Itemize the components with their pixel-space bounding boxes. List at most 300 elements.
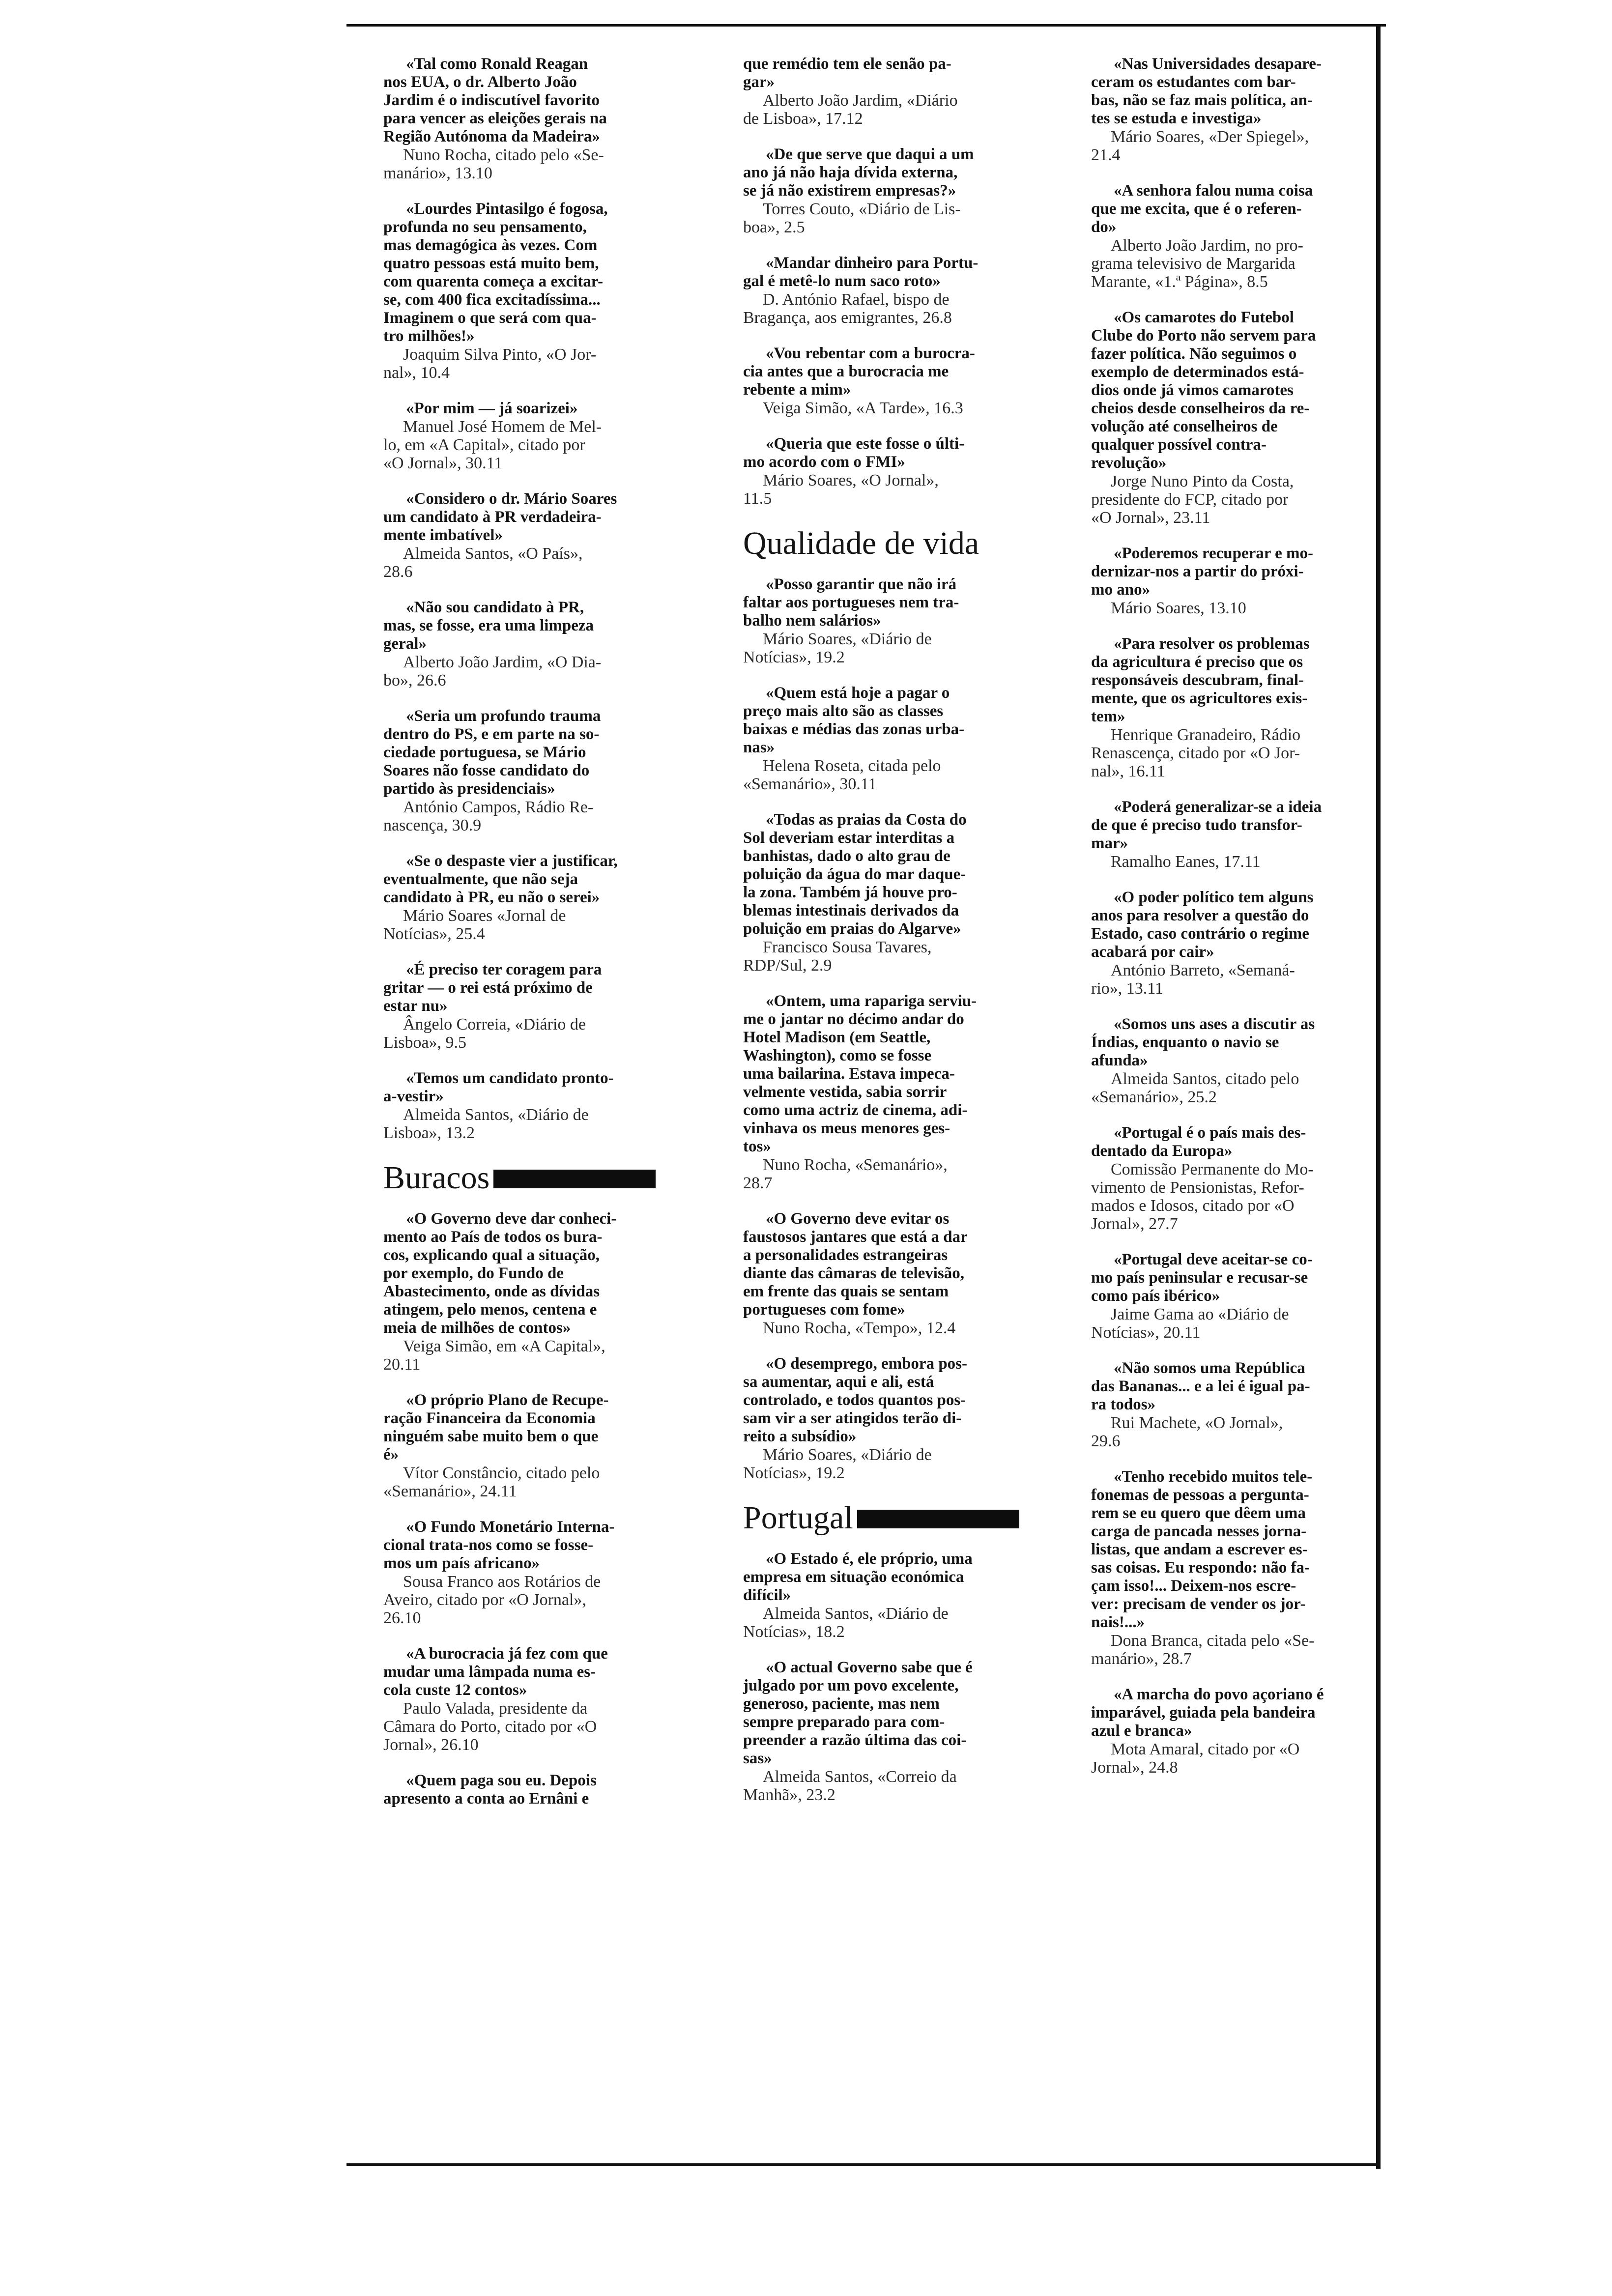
attribution-line: nascença, 30.9 [383,816,482,834]
quote-line: fonemas de pessoas a pergunta- [1091,1486,1309,1504]
quote-line: dernizar-nos a partir do próxi- [1091,563,1304,580]
attribution-line: Mário Soares, «O Jornal», [763,471,939,489]
quote-attribution [1091,1414,1391,1450]
attribution-line: Alberto João Jardim, no pro- [1111,236,1303,255]
quote-line: mudar uma lâmpada numa es- [383,1663,596,1681]
quote-text [1091,1686,1391,1740]
quote-entry [1091,545,1391,617]
quote-line: mo país peninsular e recusar-se [1091,1269,1308,1287]
quote-text [1091,1468,1391,1632]
quote-text [383,852,683,907]
quote-text [1091,889,1391,961]
attribution-line: Francisco Sousa Tavares, [763,938,932,956]
quote-line: «Vou rebentar com a burocra- [766,344,975,362]
quote-text [743,575,1048,630]
quote-entry [383,200,683,382]
quote-text [743,684,1048,757]
quote-attribution [1091,726,1391,780]
quote-line: das Bananas... e a lei é igual pa- [1091,1378,1310,1395]
quote-line: mar» [1091,834,1128,852]
quote-line: «O próprio Plano de Recupe- [406,1391,609,1409]
attribution-line: Lisboa», 13.2 [383,1124,475,1142]
quote-line: baixas e médias das zonas urba- [743,720,965,738]
quote-entry [1091,635,1391,780]
attribution-line: mados e Idosos, citado por «O [1091,1197,1295,1215]
quote-attribution [743,290,1048,327]
quote-line: «É preciso ter coragem para [406,961,602,978]
quote-line: nas» [743,739,775,756]
quote-line: atingem, pelo menos, centena e [383,1301,597,1319]
quote-line: geral» [383,635,427,653]
quote-line: gar» [743,73,775,91]
quote-line: mente, que os agricultores exis- [1091,689,1308,707]
attribution-line: Henrique Granadeiro, Rádio [1111,726,1301,744]
quote-line: como uma actriz de cinema, adi- [743,1101,968,1119]
attribution-line: Manhã», 23.2 [743,1786,835,1804]
quote-entry [383,1069,683,1142]
quote-line: tos» [743,1138,771,1155]
attribution-line: «Semanário», 30.11 [743,775,877,793]
quote-line: afunda» [1091,1052,1148,1069]
quote-line: «Considero o dr. Mário Soares [406,490,617,508]
quote-line: tes se estuda e investiga» [1091,110,1262,127]
quote-entry [383,400,683,472]
attribution-line: Almeida Santos, «Diário de [763,1605,949,1623]
quote-line: «Queria que este fosse o últi- [766,435,965,453]
quote-line: Jardim é o indiscutível favorito [383,91,600,109]
quote-line: ano já não haja dívida externa, [743,164,958,181]
quote-text [383,1391,683,1464]
column-1 [383,55,683,1826]
quote-text [1091,1015,1391,1070]
quote-line: uma bailarina. Estava impeca- [743,1065,955,1083]
attribution-line: grama televisivo de Margarida [1091,255,1295,273]
quote-line: «Quem está hoje a pagar o [766,684,950,702]
attribution-line: Almeida Santos, «O País», [403,545,583,563]
quote-line: generoso, paciente, mas nem [743,1695,940,1713]
attribution-line: Marante, «1.ª Página», 8.5 [1091,273,1268,291]
quote-line: velmente vestida, sabia sorrir [743,1083,947,1101]
quote-line: «Nas Universidades desapare- [1114,55,1322,73]
section-heading-bar [857,1510,1019,1528]
attribution-line: Jornal», 26.10 [383,1736,479,1754]
quote-entry [383,599,683,689]
quote-attribution [383,1464,683,1500]
quote-line: nais!...» [1091,1613,1145,1631]
quote-attribution [743,471,1048,508]
quote-line: dentro do PS, e em parte na so- [383,725,600,743]
attribution-line: Mário Soares, «Diário de [763,1446,932,1464]
quote-line: tro milhões!» [383,327,475,345]
attribution-line: António Barreto, «Semaná- [1111,961,1295,979]
quote-line: responsáveis descubram, final- [1091,671,1304,689]
quote-line: que remédio tem ele senão pa- [743,55,951,73]
quote-line: como país ibérico» [1091,1287,1220,1305]
quote-line: «Se o despaste vier a justificar, [406,852,618,870]
quote-entry [1091,55,1391,164]
quote-line: blemas intestinais derivados da [743,902,959,919]
quote-attribution [743,1446,1048,1482]
attribution-line: Nuno Rocha, «Tempo», 12.4 [763,1319,956,1337]
quote-line: Hotel Madison (em Seattle, [743,1029,931,1046]
quote-text [743,1550,1048,1605]
quote-attribution [1091,599,1391,617]
quote-text [1091,55,1391,128]
column-3 [1091,55,1391,1794]
quote-attribution [1091,961,1391,998]
quote-line: sa aumentar, aqui e ali, está [743,1373,934,1391]
quote-line: Washington), como se fosse [743,1047,932,1064]
quote-line: bas, não se faz mais política, an- [1091,91,1313,109]
quote-line: Imaginem o que será com qua- [383,309,597,327]
quote-line: do» [1091,218,1117,236]
quote-line: volução até conselheiros de [1091,418,1278,435]
quote-line: «Portugal é o país mais des- [1114,1124,1306,1142]
quote-text [1091,309,1391,472]
quote-entry [383,852,683,943]
quote-entry [1091,309,1391,527]
quote-line: cia antes que a burocracia me [743,363,949,380]
quote-line: exemplo de determinados está- [1091,363,1304,381]
quote-line: ceram os estudantes com bar- [1091,73,1296,91]
quote-text [1091,798,1391,853]
attribution-line: Mário Soares, «Der Spiegel», [1111,128,1309,146]
attribution-line: Joaquim Silva Pinto, «O Jor- [403,345,597,364]
quote-line: «Poderemos recuperar e mo- [1114,545,1313,562]
attribution-line: boa», 2.5 [743,218,805,236]
quote-text [383,1772,683,1808]
quote-line: profunda no seu pensamento, [383,218,587,236]
quote-text [1091,1251,1391,1305]
quote-entry [1091,1686,1391,1777]
quote-entry [1091,182,1391,291]
quote-attribution [1091,1305,1391,1342]
quote-line: rem se eu quero que dêem uma [1091,1504,1306,1522]
attribution-line: nal», 10.4 [383,364,450,382]
attribution-line: Lisboa», 9.5 [383,1033,467,1052]
quote-attribution [1091,472,1391,527]
column-2 [743,55,1048,1822]
quote-line: difícil» [743,1586,791,1604]
quote-line: «O Estado é, ele próprio, uma [766,1550,973,1568]
attribution-line: rio», 13.11 [1091,979,1164,998]
quote-attribution [1091,1632,1391,1668]
quote-line: sas coisas. Eu respondo: não fa- [1091,1559,1310,1577]
attribution-line: «O Jornal», 23.11 [1091,509,1210,527]
quote-attribution [1091,236,1391,291]
attribution-line: Notícias», 25.4 [383,925,485,943]
quote-line: «O poder político tem alguns [1114,889,1314,906]
quote-entry [1091,1251,1391,1342]
quote-attribution [743,200,1048,236]
section-title: Buracos [383,1160,490,1196]
quote-line: «Posso garantir que não irá [766,575,957,593]
quote-line: preender a razão última das coi- [743,1731,967,1749]
quote-line: é» [383,1446,399,1464]
quote-line: a personalidades estrangeiras [743,1246,948,1264]
attribution-line: 21.4 [1091,146,1121,164]
quote-line: mas, se fosse, era uma limpeza [383,617,594,634]
quote-line: «Os camarotes do Futebol [1114,309,1294,326]
quote-line: «A senhora falou numa coisa [1114,182,1313,200]
quote-attribution [383,907,683,943]
quote-line: faltar aos portugueses nem tra- [743,594,959,611]
quote-line: diante das câmaras de televisão, [743,1264,965,1282]
quote-line: cos, explicando qual a situação, [383,1246,600,1264]
attribution-line: Alberto João Jardim, «Diário [763,91,958,110]
attribution-line: Dona Branca, citada pelo «Se- [1111,1632,1315,1650]
quote-attribution [383,345,683,382]
attribution-line: nal», 16.11 [1091,762,1165,780]
quote-line: controlado, e todos quantos pos- [743,1391,966,1409]
attribution-line: manário», 28.7 [1091,1650,1192,1668]
attribution-line: Bragança, aos emigrantes, 26.8 [743,309,952,327]
attribution-line: 26.10 [383,1609,421,1627]
quote-text [383,961,683,1015]
attribution-line: Almeida Santos, citado pelo [1111,1070,1299,1088]
quote-line: que me excita, que é o referen- [1091,200,1302,218]
quote-text [743,145,1048,200]
quote-line: preço mais alto são as classes [743,702,944,720]
quote-text [1091,635,1391,726]
quote-line: «Seria um profundo trauma [406,707,601,725]
quote-entry [383,961,683,1052]
quote-text [383,707,683,798]
quote-line: um candidato à PR verdadeira- [383,508,602,526]
quote-entry [1091,1015,1391,1106]
quote-attribution [383,146,683,182]
quote-entry [383,1645,683,1754]
attribution-line: Mário Soares «Jornal de [403,907,566,925]
attribution-line: RDP/Sul, 2.9 [743,956,832,975]
quote-line: sas» [743,1750,772,1767]
quote-entry [743,344,1048,417]
attribution-line: Almeida Santos, «Correio da [763,1768,957,1786]
attribution-line: Comissão Permanente do Mo- [1111,1160,1314,1178]
quote-line: la zona. Também já houve pro- [743,884,957,901]
quote-line: «O desemprego, embora pos- [766,1355,968,1373]
quote-entry [383,55,683,182]
attribution-line: Ramalho Eanes, 17.11 [1111,853,1261,871]
quote-line: «Quem paga sou eu. Depois [406,1772,597,1789]
attribution-line: D. António Rafael, bispo de [763,290,950,309]
quote-line: mos um país africano» [383,1554,540,1572]
quote-line: meia de milhões de contos» [383,1319,571,1337]
quote-line: Estado, caso contrário o regime [1091,925,1309,943]
quote-entry [1091,889,1391,998]
attribution-line: «Semanário», 25.2 [1091,1088,1217,1106]
quote-line: Abastecimento, onde as dívidas [383,1283,600,1300]
quote-line: com quarenta começa a excitar- [383,273,604,290]
attribution-line: Helena Roseta, citada pelo [763,757,941,775]
quote-attribution [383,1015,683,1052]
quote-attribution [383,1699,683,1754]
quote-line: azul e branca» [1091,1722,1192,1740]
quote-text [383,400,683,418]
quote-line: sempre preparado para com- [743,1713,945,1731]
quote-line: mas demagógica às vezes. Com [383,236,598,254]
quote-attribution [743,399,1048,417]
quote-line: faustosos jantares que está a dar [743,1228,968,1246]
attribution-line: 28.6 [383,563,413,581]
quote-attribution [383,545,683,581]
attribution-line: Almeida Santos, «Diário de [403,1106,589,1124]
quote-entry [743,1659,1048,1804]
quote-entry [743,575,1048,666]
attribution-line: de Lisboa», 17.12 [743,110,863,128]
quote-entry [743,1210,1048,1337]
quote-text [383,1210,683,1337]
quote-line: quatro pessoas está muito bem, [383,255,599,272]
quote-line: «Poderá generalizar-se a ideia [1114,798,1322,816]
quote-line: «Ontem, uma rapariga serviu- [766,992,977,1010]
quote-text [383,1518,683,1573]
attribution-line: presidente do FCP, citado por [1091,490,1289,509]
attribution-line: Notícias», 19.2 [743,648,845,666]
attribution-line: Jorge Nuno Pinto da Costa, [1111,472,1294,490]
quote-attribution [743,1768,1048,1804]
attribution-line: 20.11 [383,1355,421,1374]
quote-entry [383,1391,683,1500]
quote-line: «A marcha do povo açoriano é [1114,1686,1324,1703]
quote-line: listas, que andam a escrever es- [1091,1541,1308,1558]
quote-line: reito a subsídio» [743,1428,857,1445]
quote-line: «O Governo deve evitar os [766,1210,950,1228]
quote-text [743,344,1048,399]
quote-line: «Todas as praias da Costa do [766,811,967,829]
attribution-line: Sousa Franco aos Rotários de [403,1573,601,1591]
quote-entry [743,435,1048,508]
quote-attribution [1091,128,1391,164]
quote-attribution [743,1319,1048,1337]
quote-text [743,1210,1048,1319]
attribution-line: Ângelo Correia, «Diário de [403,1015,586,1033]
quote-line: tem» [1091,708,1125,725]
quote-text [383,1069,683,1106]
quote-entry [1091,1468,1391,1668]
quote-line: imparável, guiada pela bandeira [1091,1704,1316,1722]
quote-line: dentado da Europa» [1091,1142,1233,1160]
quote-line: mo ano» [1091,581,1151,599]
quote-line: se, com 400 fica excitadíssima... [383,291,601,309]
quote-line: para vencer as eleições gerais na [383,110,607,127]
quote-line: partido às presidenciais» [383,780,555,798]
quote-line: ninguém sabe muito bem o que [383,1428,599,1445]
section-title: Portugal [743,1500,853,1536]
attribution-line: 11.5 [743,489,772,508]
attribution-line: Veiga Simão, em «A Capital», [403,1337,605,1355]
top-rule [346,24,1386,27]
quote-attribution [743,1605,1048,1641]
attribution-line: Alberto João Jardim, «O Dia- [403,653,602,671]
attribution-line: Notícias», 20.11 [1091,1323,1201,1342]
quote-line: empresa em situação económica [743,1568,964,1586]
attribution-line: Notícias», 18.2 [743,1623,845,1641]
attribution-line: Rui Machete, «O Jornal», [1111,1414,1283,1432]
quote-entry [1091,798,1391,871]
attribution-line: Mário Soares, «Diário de [763,630,932,648]
quote-text [383,55,683,146]
attribution-line: Mota Amaral, citado por «O [1111,1740,1300,1758]
quote-line: carga de pancada nesses jorna- [1091,1522,1307,1540]
quote-line: mente imbatível» [383,526,503,544]
quote-line: em frente das quais se sentam [743,1283,949,1300]
quote-attribution [743,630,1048,666]
quote-line: «O Fundo Monetário Interna- [406,1518,615,1536]
attribution-line: Vítor Constâncio, citado pelo [403,1464,600,1482]
quote-line: anos para resolver a questão do [1091,907,1309,924]
quote-line: «O actual Governo sabe que é [766,1659,973,1676]
attribution-line: Renascença, citado por «O Jor- [1091,744,1300,762]
quote-line: banhistas, dado o alto grau de [743,847,950,865]
attribution-line: Mário Soares, 13.10 [1111,599,1246,617]
quote-entry [743,684,1048,793]
section-heading-bar [493,1170,656,1188]
quote-line: poluição da água do mar daque- [743,865,966,883]
attribution-line: Nuno Rocha, «Semanário», [763,1156,948,1174]
quote-line: apresento a conta ao Ernâni e [383,1790,589,1808]
quote-attribution [383,1337,683,1374]
quote-line: revolução» [1091,454,1167,472]
quote-line: eventualmente, que não seja [383,870,578,888]
quote-attribution [743,757,1048,793]
quote-line: mo acordo com o FMI» [743,453,905,471]
quote-line: acabará por cair» [1091,943,1214,961]
quote-line: «Lourdes Pintasilgo é fogosa, [406,200,608,218]
quote-text [1091,1359,1391,1414]
attribution-line: lo, em «A Capital», citado por [383,436,585,454]
quote-line: gritar — o rei está próximo de [383,979,593,997]
quote-text [383,1645,683,1699]
quote-text [1091,545,1391,599]
quote-text [743,55,1048,91]
quote-entry [1091,1124,1391,1233]
quote-line: «Não somos uma República [1114,1359,1305,1377]
quote-line: balho nem salários» [743,612,881,630]
quote-text [383,599,683,653]
quote-line: candidato à PR, eu não o serei» [383,889,600,906]
quote-attribution [743,91,1048,128]
attribution-line: Nuno Rocha, citado pelo «Se- [403,146,604,164]
quote-attribution [383,418,683,472]
quote-line: portugueses com fome» [743,1301,905,1319]
quote-attribution [1091,853,1391,871]
quote-line: ver: precisam de vender os jor- [1091,1595,1306,1613]
quote-entry [743,992,1048,1192]
quote-line: rebente a mim» [743,381,851,399]
quote-attribution [1091,1740,1391,1777]
quote-entry [743,254,1048,327]
quote-line: poluição em praias do Algarve» [743,920,961,938]
bottom-rule [346,2163,1381,2166]
quote-line: por exemplo, do Fundo de [383,1264,564,1282]
quote-line: Soares não fosse candidato do [383,762,590,779]
quote-line: «Portugal deve aceitar-se co- [1114,1251,1313,1268]
quote-entry [383,1772,683,1808]
quote-line: cheios desde conselheiros da re- [1091,400,1310,417]
quote-line: cional trata-nos como se fosse- [383,1536,594,1554]
attribution-line: António Campos, Rádio Re- [403,798,594,816]
quote-line: me o jantar no décimo andar do [743,1010,964,1028]
quote-attribution [383,798,683,834]
attribution-line: Torres Couto, «Diário de Lis- [763,200,961,218]
quote-line: Sol deveriam estar interditas a [743,829,955,847]
attribution-line: 28.7 [743,1174,773,1192]
quote-text [743,254,1048,290]
quote-text [743,1355,1048,1446]
section-heading [383,1160,683,1196]
quote-line: «A burocracia já fez com que [406,1645,608,1663]
